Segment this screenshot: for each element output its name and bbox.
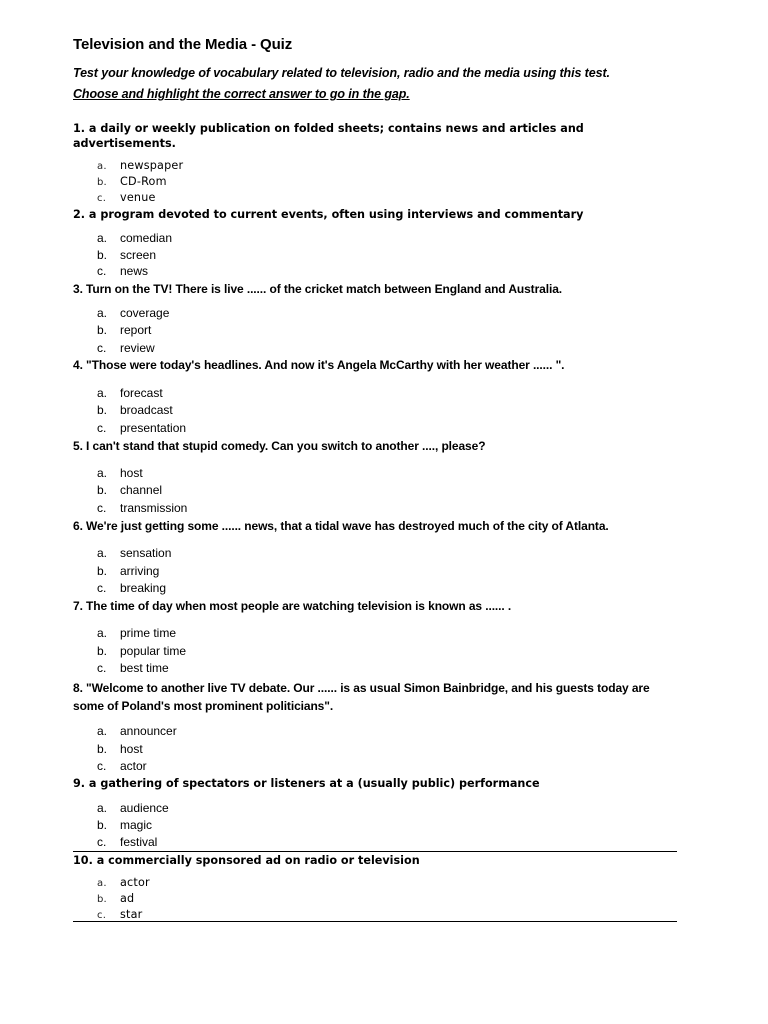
option-text: actor [120,759,147,773]
q9-option-b[interactable] [97,817,152,834]
option-letter: b. [97,248,108,262]
q9-option-c[interactable] [97,834,157,851]
page-title: Television and the Media - Quiz [73,36,293,53]
q4-option-c[interactable] [97,420,186,437]
option-text: report [120,323,152,337]
q2-option-a[interactable] [97,230,172,247]
option-letter: a. [97,231,108,245]
option-text: host [120,466,143,480]
option-letter: c. [97,421,107,435]
option-text: comedian [120,231,173,245]
q10-option-a[interactable] [97,874,150,891]
question-1: 1. a daily or weekly publication on folded sheets; contains news and articles and advertisements. [73,122,584,150]
option-letter: a. [97,626,108,640]
q8-option-c[interactable] [97,758,147,775]
q7-option-c[interactable] [97,660,169,677]
option-letter: c. [97,501,107,515]
option-text: news [120,264,149,278]
q6-option-a[interactable] [97,545,171,562]
option-letter: b. [97,483,108,497]
question-5: 5. I can't stand that stupid comedy. Can you switch to another ...., please? [73,439,486,453]
intro-line-2: Choose and highlight the correct answer to go in the gap. [73,87,410,101]
option-text: best time [120,661,169,675]
option-text: CD-Rom [120,175,167,188]
option-text: sensation [120,546,172,560]
option-letter: a. [97,546,108,560]
q4-option-b[interactable] [97,402,173,419]
q2-option-c[interactable] [97,263,148,280]
option-letter: c. [97,581,107,595]
option-text: transmission [120,501,188,515]
q9-option-a[interactable] [97,800,169,817]
option-text: audience [120,801,169,815]
option-letter: c. [97,193,107,204]
q5-option-b[interactable] [97,482,162,499]
option-letter: b. [97,323,108,337]
option-letter: c. [97,264,107,278]
question-9: 9. a gathering of spectators or listeners at a (usually public) performance [73,777,540,790]
option-letter: c. [97,835,107,849]
option-letter: b. [97,818,108,832]
option-letter: b. [97,403,108,417]
question-3: 3. Turn on the TV! There is live ...... of the cricket match between England and Australia. [73,282,563,296]
option-text: host [120,742,143,756]
option-text: actor [120,876,150,889]
option-letter: c. [97,910,107,921]
option-text: breaking [120,581,167,595]
q6-option-c[interactable] [97,580,166,597]
q6-option-b[interactable] [97,563,159,580]
intro-line-1: Test your knowledge of vocabulary related to television, radio and the media using this test. [73,66,610,80]
option-text: forecast [120,386,163,400]
q2-option-b[interactable] [97,247,156,264]
option-text: prime time [120,626,177,640]
option-letter: b. [97,564,108,578]
option-text: arriving [120,564,160,578]
divider-bottom [73,921,677,922]
question-7: 7. The time of day when most people are watching television is known as ...... . [73,599,512,613]
option-text: review [120,341,155,355]
option-text: venue [120,191,156,204]
option-text: coverage [120,306,170,320]
q5-option-c[interactable] [97,500,187,517]
option-text: screen [120,248,157,262]
option-letter: b. [97,177,107,188]
option-letter: a. [97,466,108,480]
q8-option-b[interactable] [97,741,143,758]
option-text: festival [120,835,158,849]
option-letter: a. [97,161,107,172]
option-letter: a. [97,878,107,889]
option-text: presentation [120,421,187,435]
q1-option-c[interactable] [97,189,156,206]
option-letter: a. [97,724,108,738]
q3-option-c[interactable] [97,340,155,357]
option-text: broadcast [120,403,173,417]
q1-option-b[interactable] [97,173,167,190]
q3-option-b[interactable] [97,322,151,339]
option-letter: c. [97,661,107,675]
q7-option-a[interactable] [97,625,176,642]
option-text: star [120,908,143,921]
option-text: popular time [120,644,187,658]
option-letter: b. [97,742,108,756]
q10-option-b[interactable] [97,890,134,907]
option-letter: a. [97,386,108,400]
option-text: channel [120,483,163,497]
option-text: newspaper [120,159,184,172]
option-text: ad [120,892,135,905]
option-letter: a. [97,306,108,320]
option-letter: b. [97,894,107,905]
option-letter: c. [97,341,107,355]
option-letter: c. [97,759,107,773]
q8-option-a[interactable] [97,723,177,740]
question-6: 6. We're just getting some ...... news, that a tidal wave has destroyed much of the city of Atlanta. [73,519,609,533]
option-text: magic [120,818,153,832]
q5-option-a[interactable] [97,465,143,482]
q7-option-b[interactable] [97,643,186,660]
question-4: 4. "Those were today's headlines. And now it's Angela McCarthy with her weather ...... ". [73,358,565,372]
divider-top [73,851,677,852]
q4-option-a[interactable] [97,385,163,402]
option-letter: b. [97,644,108,658]
q3-option-a[interactable] [97,305,169,322]
question-2: 2. a program devoted to current events, often using interviews and commentary [73,208,584,221]
question-8: 8. "Welcome to another live TV debate. Our ...... is as usual Simon Bainbridge, and his guests today are some of Poland's most prominent politicians". [73,681,650,713]
question-10: 10. a commercially sponsored ad on radio or television [73,854,420,867]
option-text: announcer [120,724,177,738]
option-letter: a. [97,801,108,815]
q1-option-a[interactable] [97,157,183,174]
